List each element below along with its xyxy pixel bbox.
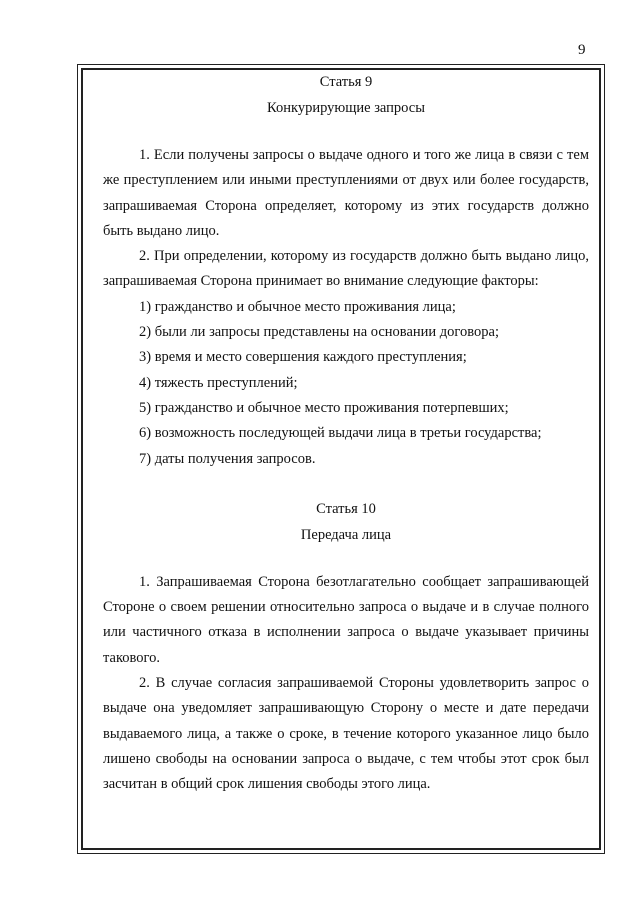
list-item: 1) гражданство и обычное место проживания лица; (139, 298, 456, 315)
article-9-paragraph-1: 1. Если получены запросы о выдаче одного и того же лица в связи с тем же преступлением или иными преступлениями от двух или более государств, запрашиваемая Сторона определяет, которому из этих государств должно быть выдано лицо. (103, 147, 589, 239)
list-item: 3) время и место совершения каждого преступления; (139, 349, 467, 366)
article-9-number: Статья 9 (319, 74, 373, 90)
article-9-title: Конкурирующие запросы (267, 100, 425, 116)
article-9-paragraph-2: 2. При определении, которому из государств должно быть выдано лицо, запрашиваемая Сторона принимает во внимание следующие факторы: (103, 248, 589, 290)
list-item: 7) даты получения запросов. (139, 450, 316, 467)
list-item: 5) гражданство и обычное место проживания потерпевших; (139, 399, 509, 416)
article-9 (103, 69, 589, 472)
spacer (103, 472, 589, 496)
spacer (103, 548, 589, 570)
article-10-paragraph-1: 1. Запрашиваемая Сторона безотлагательно сообщает запрашивающей Стороне о своем решении относительно запроса о выдаче и в случае полного или частичного отказа в исполнении запроса о выдаче указывает причины такового. (103, 573, 589, 666)
list-item: 6) возможность последующей выдачи лица в третьи государства; (139, 425, 542, 442)
list-item: 2) были ли запросы представлены на основании договора; (139, 324, 499, 341)
article-10-paragraph-2: 2. В случае согласия запрашиваемой Стороны удовлетворить запрос о выдаче она уведомляет запрашивающую Сторону о месте и дате передачи выдаваемого лица, а также о сроке, в течение которого указанное лицо было лишено свободы на основании запроса о выдаче, с тем чтобы этот срок был засчитан в общий срок лишения свободы этого лица. (103, 675, 589, 793)
article-10 (103, 496, 589, 798)
article-10-number: Статья 10 (316, 500, 376, 517)
factors-list (103, 295, 589, 472)
document-body (103, 69, 589, 798)
spacer (103, 121, 589, 143)
list-item: 4) тяжесть преступлений; (139, 374, 298, 391)
page-number: 9 (578, 42, 586, 58)
article-10-title: Передача лица (300, 526, 392, 543)
